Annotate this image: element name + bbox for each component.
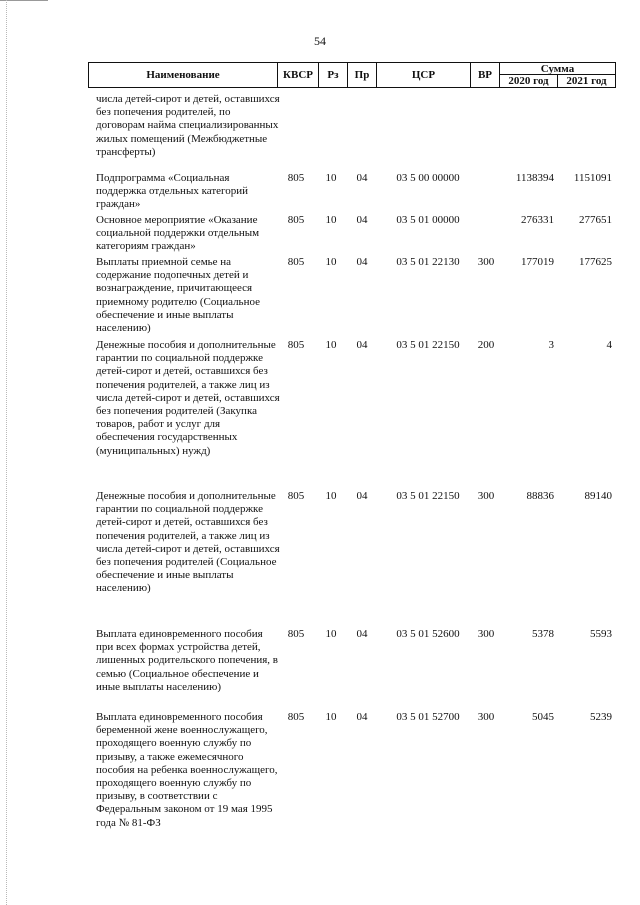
row-csr: 03 5 01 00000 <box>396 214 460 226</box>
row-rz: 10 <box>325 628 337 640</box>
table-header <box>88 62 616 88</box>
row-rz: 10 <box>325 214 337 226</box>
row-vr: 200 <box>477 339 495 351</box>
row-sum-2021: 177625 <box>579 256 612 268</box>
row-kvsr: 805 <box>287 628 305 640</box>
row-rz: 10 <box>325 339 337 351</box>
row-sum-2020: 1138394 <box>515 172 554 184</box>
row-pr: 04 <box>356 490 368 502</box>
page-number: 54 <box>314 34 326 48</box>
row-sum-2020: 88836 <box>526 490 554 502</box>
header-sum: Сумма <box>499 62 616 75</box>
row-name: Выплата единовременного пособия беременной жене военнослужащего, проходящего военную службу по призыву, а также ежемесячного пособия на ребенка военнослужащего, проходящего военную службу по призыву, в соответствии с Федеральным законом от 19 мая 1995 года № 81-ФЗ <box>96 711 278 829</box>
row-kvsr: 805 <box>287 711 305 723</box>
header-pr: Пр <box>347 62 377 88</box>
row-pr: 04 <box>356 339 368 351</box>
row-csr: 03 5 01 52700 <box>396 711 460 723</box>
row-name: Денежные пособия и дополнительные гарантии по социальной поддержке детей-сирот и детей, оставшихся без попечения родителей, а также лиц из числа детей-сирот и детей, оставшихся без попечения родителей (Социальное обеспечение и иные выплаты населению) <box>96 490 280 595</box>
row-name: Выплаты приемной семье на содержание подопечных детей и вознаграждение, причитающееся приемному родителю (Социальное обеспечение и иные выплаты населению) <box>96 256 260 335</box>
row-vr: 300 <box>477 628 495 640</box>
row-rz: 10 <box>325 490 337 502</box>
row-sum-2021: 5593 <box>590 628 612 640</box>
row-kvsr: 805 <box>287 490 305 502</box>
row-pr: 04 <box>356 256 368 268</box>
row-rz: 10 <box>325 256 337 268</box>
row-csr: 03 5 00 00000 <box>396 172 460 184</box>
header-vr: ВР <box>470 62 500 88</box>
row-sum-2021: 277651 <box>579 214 612 226</box>
row-vr: 300 <box>477 256 495 268</box>
row-kvsr: 805 <box>287 214 305 226</box>
row-rz: 10 <box>325 172 337 184</box>
row-kvsr: 805 <box>287 339 305 351</box>
row-name: Денежные пособия и дополнительные гарантии по социальной поддержке детей-сирот и детей, оставшихся без попечения родителей, а также лиц из числа детей-сирот и детей, оставшихся без попечения родителей (Закупка товаров, работ и услуг для обеспечения государственных (муниципальных) нужд) <box>96 339 280 457</box>
row-kvsr: 805 <box>287 256 305 268</box>
header-rz: Рз <box>318 62 348 88</box>
row-name: Выплата единовременного пособия при всех формах устройства детей, лишенных родительского попечения, в семью (Социальное обеспечение и иные выплаты населению) <box>96 628 278 693</box>
scan-binding-edge <box>6 0 8 905</box>
row-sum-2020: 276331 <box>521 214 554 226</box>
header-csr: ЦСР <box>376 62 471 88</box>
row-sum-2021: 5239 <box>590 711 612 723</box>
row-csr: 03 5 01 52600 <box>396 628 460 640</box>
row-csr: 03 5 01 22150 <box>396 490 460 502</box>
row-csr: 03 5 01 22150 <box>396 339 460 351</box>
row-name: числа детей-сирот и детей, оставшихся без попечения родителей, по договорам найма специализированных жилых помещений (Межбюджетные трансферты) <box>96 93 280 158</box>
row-sum-2020: 3 <box>548 339 554 351</box>
row-pr: 04 <box>356 172 368 184</box>
row-pr: 04 <box>356 628 368 640</box>
row-sum-2021: 89140 <box>584 490 612 502</box>
header-year-2021: 2021 год <box>557 74 616 88</box>
row-csr: 03 5 01 22130 <box>396 256 460 268</box>
row-kvsr: 805 <box>287 172 305 184</box>
row-pr: 04 <box>356 214 368 226</box>
header-kvsr: КВСР <box>277 62 319 88</box>
row-vr: 300 <box>477 711 495 723</box>
row-sum-2020: 177019 <box>521 256 554 268</box>
header-name: Наименование <box>88 62 278 88</box>
row-sum-2020: 5045 <box>532 711 554 723</box>
row-name: Подпрограмма «Социальная поддержка отдельных категорий граждан» <box>96 172 249 211</box>
row-sum-2021: 4 <box>606 339 612 351</box>
row-pr: 04 <box>356 711 368 723</box>
row-rz: 10 <box>325 711 337 723</box>
header-year-2020: 2020 год <box>499 74 558 88</box>
row-sum-2020: 5378 <box>532 628 554 640</box>
row-vr: 300 <box>477 490 495 502</box>
row-sum-2021: 1151091 <box>573 172 612 184</box>
row-name: Основное мероприятие «Оказание социальной поддержки отдельным категориям граждан» <box>96 214 260 253</box>
